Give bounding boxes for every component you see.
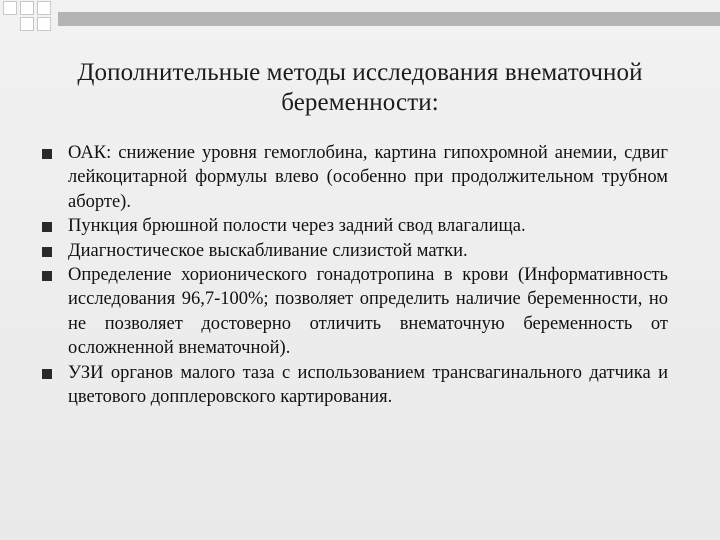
square-bullet-icon bbox=[42, 271, 52, 281]
top-bar bbox=[58, 12, 720, 26]
square-bullet-icon bbox=[42, 149, 52, 159]
square-bullet-icon bbox=[42, 369, 52, 379]
bullet-item bbox=[40, 263, 668, 361]
bullet-text: Пункция брюшной полости через задний свод влагалища. bbox=[68, 216, 526, 237]
bullet-list bbox=[40, 141, 668, 409]
slide-title bbox=[20, 58, 700, 118]
bullet-text: Диагностическое выскабливание слизистой матки. bbox=[68, 240, 468, 261]
square-bullet-icon bbox=[42, 222, 52, 232]
decorative-square bbox=[37, 1, 51, 15]
bullet-text: Определение хорионического гонадотропина в крови (Информативность исследования 96,7-100%; позволяет определить наличие беременности, но не позволяет достоверно отличить внематочную беременность от осложненной внематочной). bbox=[68, 265, 668, 359]
slide-title-line-2: беременности: bbox=[281, 89, 439, 116]
square-bullet-icon bbox=[42, 247, 52, 257]
bullet-item bbox=[40, 361, 668, 410]
bullet-item bbox=[40, 214, 668, 238]
bullet-text: УЗИ органов малого таза с использованием трансвагинального датчика и цветового допплеровского картирования. bbox=[68, 362, 668, 408]
bullet-item bbox=[40, 141, 668, 214]
slide-title-line-1: Дополнительные методы исследования внематочной bbox=[77, 59, 643, 86]
decorative-square bbox=[20, 17, 34, 31]
decorative-square bbox=[37, 17, 51, 31]
bullet-item bbox=[40, 239, 668, 263]
decorative-square bbox=[3, 1, 17, 15]
decorative-square bbox=[20, 1, 34, 15]
bullet-text: ОАК: снижение уровня гемоглобина, картина гипохромной анемии, сдвиг лейкоцитарной формулы влево (особенно при продолжительном трубном аборте). bbox=[68, 143, 668, 212]
